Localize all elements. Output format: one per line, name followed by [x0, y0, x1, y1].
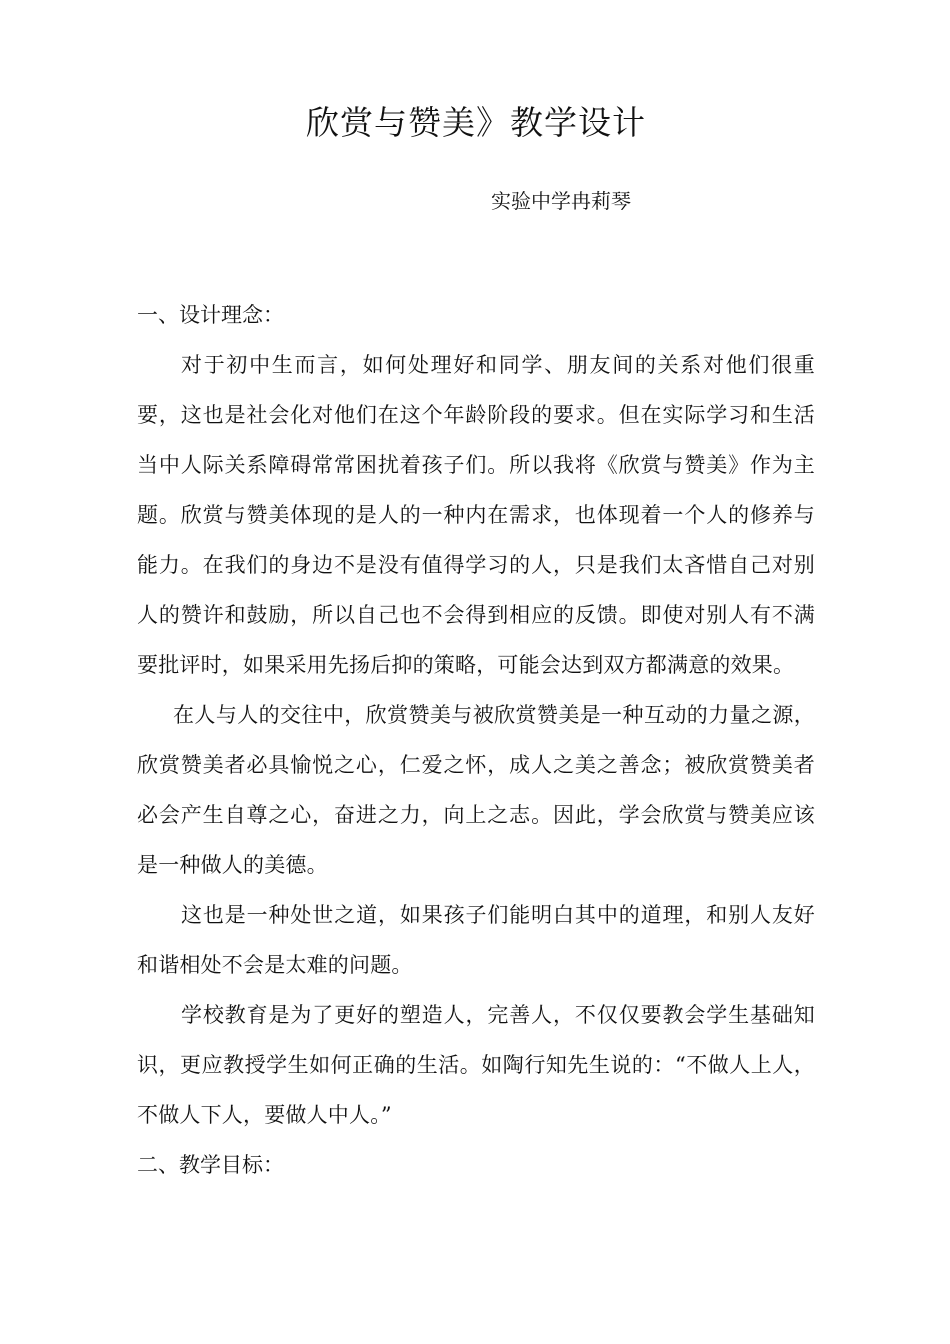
paragraph: 学校教育是为了更好的塑造人，完善人，不仅仅要教会学生基础知识，更应教授学生如何正确的生活。如陶行知先生说的：“不做人上人，不做人下人，要做人中人。” — [137, 1003, 815, 1127]
author-line: 实验中学冉莉琴 — [491, 189, 631, 213]
section-heading-design-concept: 一、设计理念： — [137, 303, 284, 327]
paragraph: 在人与人的交往中，欣赏赞美与被欣赏赞美是一种互动的力量之源，欣赏赞美者必具愉悦之心，仁爱之怀，成人之美之善念；被欣赏赞美者必会产生自尊之心，奋进之力，向上之志。因此，学会欣赏与赞美应该是一种做人的美德。 — [137, 703, 815, 877]
document-title: 欣赏与赞美》教学设计 — [306, 103, 646, 142]
paragraph: 这也是一种处世之道，如果孩子们能明白其中的道理，和别人友好和谐相处不会是太难的问题。 — [137, 903, 815, 977]
paragraph: 对于初中生而言，如何处理好和同学、朋友间的关系对他们很重要，这也是社会化对他们在这个年龄阶段的要求。但在实际学习和生活当中人际关系障碍常常困扰着孩子们。所以我将《欣赏与赞美》作为主题。欣赏与赞美体现的是人的一种内在需求，也体现着一个人的修养与能力。在我们的身边不是没有值得学习的人，只是我们太吝惜自己对别人的赞许和鼓励，所以自己也不会得到相应的反馈。即使对别人有不满要批评时，如果采用先扬后抑的策略，可能会达到双方都满意的效果。 — [137, 353, 815, 677]
section-heading-teaching-goals: 二、教学目标： — [137, 1153, 284, 1177]
